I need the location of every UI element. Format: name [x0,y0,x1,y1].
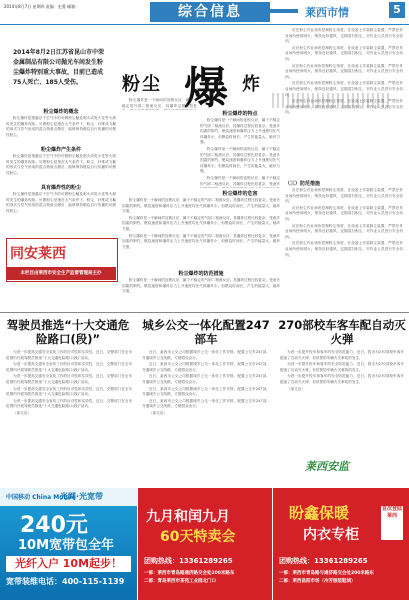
china-mobile-logo: 中国移动 China Mobile [6,494,76,501]
ad-price: 240元 [20,513,88,538]
section-title: 综合信息 [150,2,270,22]
col3-heading: （三）防范措施 [285,181,321,187]
mobile-broadband-ad[interactable] [0,488,137,600]
headline-right: 炸 [242,74,260,95]
ad-underwear-line1: 盼鑫保暖 [289,504,350,522]
story-3-headline: 270部校车客车配自动灭火弹 [278,318,406,346]
story-1-body: 为进一步提高交通安全宣传工作的针对性和实效性，近日，交警部门在全市范围内开展驾驶员推选“十大交通危险路口(段)”活动。 为进一步提高交通安全宣传工作的针对性和实效性，近日，交警部门在全市范围内开展驾驶员推选“十大交通危险路口(段)”活动。 为进一步提高交通安全宣传工作的针对性和实效性，近日，交警部门在全市范围内开展驾驶员推选“十大交通危险路口(段)”活动。 为进一步提高交通安全宣传工作的针对性和实效性，近日，交警部门在全市范围内开展驾驶员推选“十大交通危险路口(段)”活动。 为进一步提高交通安全宣传工作的针对性和实效性，近日，交警部门在全市范围内开展驾驶员推选“十大交通危险路口(段)”活动。 （莱交宣） [6,350,132,415]
col2-heading-3: 粉尘爆炸的防范措施 [178,271,224,277]
col1-heading-3: 具有爆炸性的粉尘 [40,185,81,191]
brand-name: 莱西市情 [305,6,349,19]
col1-heading-2: 粉尘爆炸产生条件 [40,147,81,153]
story-3-body: 为进一步提升校车和客车的安全防范能力，近日，我市为270部校车客车配备了自动灭火弹，有效预防车辆火灾事故的发生。 为进一步提升校车和客车的安全防范能力，近日，我市为270部校车客车配备了自动灭火弹，有效预防车辆火灾事故的发生。 为进一步提升校车和客车的安全防范能力，近日，我市为270部校车客车配备了自动灭火弹，有效预防车辆火灾事故的发生。 （莱交宣） [280,350,404,391]
ad-festival-phone: 团购热线：13361289265 [144,557,233,565]
underwear-ad[interactable] [273,488,409,600]
col3-body-2: 应在粉尘作业场所控制粉尘浓度，在设备上安装除尘装置，严禁在作业场所使用明火，保持良好通风，定期清扫积尘，对作业人员进行安全培训。 应在粉尘作业场所控制粉尘浓度，在设备上安装除尘装置，严禁在作业场所使用明火，保持良好通风，定期清扫积尘，对作业人员进行安全培训。 应在粉尘作业场所控制粉尘浓度，在设备上安装除尘装置，严禁在作业场所使用明火，保持良好通风，定期清扫积尘，对作业人员进行安全培训。 应在粉尘作业场所控制粉尘浓度，在设备上安装除尘装置，严禁在作业场所使用明火，保持良好通风，定期清扫积尘，对作业人员进行安全培训。 [285,188,403,257]
ad-offer: 10M宽带包全年 [18,538,115,553]
column-sponsor-bar: 本栏目由莱西市安全生产监督管理局主办 [6,267,116,280]
ad-underwear-line2: 内衣专柜 [303,527,359,543]
ad-promo: 光纤入户 10M起步！ [6,556,131,572]
story-2-headline: 城乡公交一体化配置247部车 [142,318,270,346]
header-accent-bar [270,9,298,13]
ad-underwear-phone: 团购热线：13361289265 [279,557,368,565]
col1-body-1: 粉尘爆炸是指悬浮于空气中的可燃粉尘触及明火或电火花等火源时发生的爆炸现象。可燃粉尘是指在大气条件下，粉尘、纤维或飞絮的形式与空气形成的混合物被点燃后，能够保持燃烧自行传播的可燃性粉尘。 [6,116,116,137]
story-1-headline: 驾驶员推选“十大交通危险路口(段)” [6,318,130,346]
festival-sale-ad[interactable] [138,488,272,600]
header-rule [0,24,409,25]
col1-heading-1: 粉尘爆炸的概念 [43,109,79,115]
col2-body-1: 粉尘爆炸是一个瞬间的连锁反应，属于不稳定的气固二相流反应，其爆炸过程比较复杂，受诸多因素的制约。燃烧速度和爆炸压力上升速度均比气体爆炸小，但燃烧时间长，产生的能量大，破坏力强。 粉尘爆炸是一个瞬间的连锁反应，属于不稳定的气固二相流反应，其爆炸过程比较复杂，受诸多因素的制约。燃烧速度和爆炸压力上升速度均比气体爆炸小，但燃烧时间长，产生的能量大，破坏力强。 粉尘爆炸是一个瞬间的连锁反应，属于不稳定的气固二相流反应，其爆炸过程比较复杂，受诸多 [200,118,280,186]
ad-hotline: 宽带装维电话：400-115-1139 [6,577,125,586]
column-sponsor-title: 同安莱西 [10,246,66,262]
col1-body-3: 粉尘爆炸是指悬浮于空气中的可燃粉尘触及明火或电火花等火源时发生的爆炸现象。可燃粉尘是指在大气条件下，粉尘、纤维或飞絮的形式与空气形成的混合物被点燃后，能够保持燃烧自行传播的可燃性粉尘。 [6,192,116,213]
headline-left: 粉尘 [122,74,162,95]
col2-body-3: 粉尘爆炸是一个瞬间的连锁反应，属于不稳定的气固二相流反应，其爆炸过程比较复杂，受诸多因素的制约。燃烧速度和爆炸压力上升速度均比气体爆炸小，但燃烧时间长，产生的能量大，破坏力强。 [122,278,280,294]
ad-underwear-tag: 首次登陆莱西 [381,506,403,540]
page-number: 5 [389,2,405,18]
headline-big-char: 爆 [184,63,228,114]
col2-heading-2: 粉尘爆炸的危害 [222,191,258,197]
story-2-body: 近日，莱西市公交公司根据城乡公交一体化工作安排，配置公交车247部，开通城乡公交线路，方便群众出行。 近日，莱西市公交公司根据城乡公交一体化工作安排，配置公交车247部，开通城乡公交线路，方便群众出行。 近日，莱西市公交公司根据城乡公交一体化工作安排，配置公交车247部，开通城乡公交线路，方便群众出行。 近日，莱西市公交公司根据城乡公交一体化工作安排，配置公交车247部，开通城乡公交线路，方便群众出行。 近日，莱西市公交公司根据城乡公交一体化工作安排，配置公交车247部，开通城乡公交线路，方便群众出行。 （莱交宣） [142,350,270,415]
col2-heading-1: 粉尘爆炸的特点 [222,111,258,117]
ad-festival-line2: 60天特卖会 [160,529,236,545]
feature-lead: 2014年8月2日江苏省昆山市中荣金属制品有限公司抛光车间发生粉尘爆炸特别重大事故，目前已造成75人死亡、185人受伤。 [13,49,105,86]
green-logo: 莱西安监 [305,460,349,473]
ad-festival-address: 一部：莱西市青岛路通济路交会处200米路东 二部：青岛莱西市茶苑工业园北门口 [144,571,235,584]
ad-underwear-address: 一部：莱西市青岛路与通济路交会处200米路东 二部：莱西昌阳市场（冷芳服装鞋城） [279,571,374,584]
col3-body-1: 应在粉尘作业场所控制粉尘浓度，在设备上安装除尘装置，严禁在作业场所使用明火，保持良好通风，定期清扫积尘，对作业人员进行安全培训。 应在粉尘作业场所控制粉尘浓度，在设备上安装除尘装置，严禁在作业场所使用明火，保持良好通风，定期清扫积尘，对作业人员进行安全培训。 应在粉尘作业场所控制粉尘浓度，在设备上安装除尘装置，严禁在作业场所使用明火，保持良好通风，定期清扫积尘，对作业人员进行安全培训。 应在粉尘作业场所控制粉尘浓度，在设备上安装除尘装置，严禁在作业场所使用明火，保持良好通风，定期清扫积尘，对作业人员进行安全培训。 应在粉尘作业场所控制粉尘浓度，在设备上安装除尘装置，严禁在作业场所使用明火，保持良好通风，定期清扫积尘，对作业人员进行安全培训。 [285,28,403,115]
section-divider [0,312,409,313]
ad-slogan: 光网·光宽带 [60,492,104,501]
col2-intro: 粉尘爆炸是一个瞬间的连锁反应，属于不稳定的气固二相流反应，其爆炸过程比较复 [122,98,197,108]
col2-body-2: 粉尘爆炸是一个瞬间的连锁反应，属于不稳定的气固二相流反应，其爆炸过程比较复杂，受诸多因素的制约。燃烧速度和爆炸压力上升速度均比气体爆炸小，但燃烧时间长，产生的能量大，破坏力强。 粉尘爆炸是一个瞬间的连锁反应，属于不稳定的气固二相流反应，其爆炸过程比较复杂，受诸多因素的制约。燃烧速度和爆炸压力上升速度均比气体爆炸小，但燃烧时间长，产生的能量大，破坏力强。 粉尘爆炸是一个瞬间的连锁反应，属于不稳定的气固二相流反应，其爆炸过程比较复杂，受诸多因素的制约。燃烧速度和爆炸压力上升速度均比气体爆炸小，但燃烧时间长，产生的能量大，破坏力强。 [122,198,280,249]
header-meta: 2014年8月7日 星期四 责编：史蔷 邮箱： [4,4,80,9]
ad-festival-line1: 九月和闰九月 [146,509,230,525]
col1-body-2: 粉尘爆炸是指悬浮于空气中的可燃粉尘触及明火或电火花等火源时发生的爆炸现象。可燃粉尘是指在大气条件下，粉尘、纤维或飞絮的形式与空气形成的混合物被点燃后，能够保持燃烧自行传播的可燃性粉尘。 [6,154,116,175]
